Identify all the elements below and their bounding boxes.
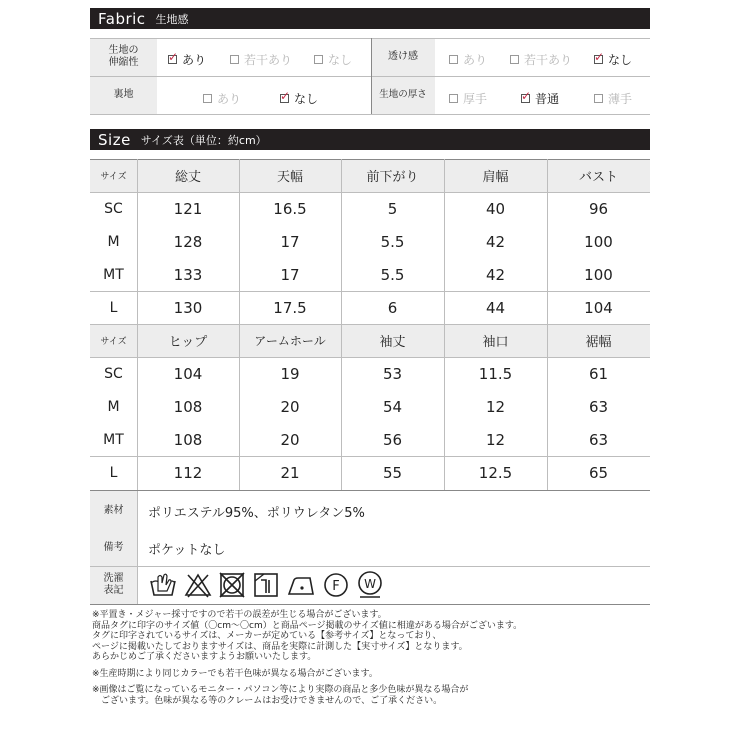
value-cell: 56 <box>382 430 403 449</box>
size-cell: MT <box>103 266 124 283</box>
value-cell: 130 <box>173 298 203 317</box>
remarks-value: ポケットなし <box>148 543 226 558</box>
value-cell: 20 <box>280 397 300 416</box>
value-cell: 104 <box>173 364 203 383</box>
value-cell: 19 <box>280 364 300 383</box>
value-cell: 65 <box>588 464 609 482</box>
column-header-shoulder: 肩幅 <box>482 170 509 185</box>
divider <box>90 38 650 39</box>
value-cell: 108 <box>173 430 203 449</box>
note-line: ※生産時期により同じカラーでも若干色味が異なる場合がございます。 <box>92 668 378 679</box>
label-stretch: 生地の 伸縮性 <box>108 45 139 68</box>
note-line: ございます。色味が異なる等のクレームはお受けできませんので、ご了承ください。 <box>92 695 443 706</box>
column-header-hip: ヒップ <box>168 335 208 350</box>
material-value: ポリエステル95%、ポリウレタン5% <box>148 506 365 521</box>
value-cell: 100 <box>584 232 613 251</box>
value-cell: 53 <box>382 364 403 383</box>
option-sheer-none: ✓ なし <box>594 51 632 68</box>
column-header-front-drop: 前下がり <box>366 170 419 185</box>
option-lining-no: ✓ なし <box>280 90 318 107</box>
value-cell: 17 <box>280 232 300 251</box>
line-dry-shade-icon <box>252 571 280 599</box>
option-lining-yes: あり <box>203 90 241 107</box>
note-line: 商品タグに印字のサイズ値（〇cm〜〇cm）と商品ページ掲載のサイズ値に相違がある場合がございます。 <box>92 620 523 631</box>
hand-wash-icon <box>148 571 178 599</box>
svg-text:W: W <box>364 577 376 591</box>
value-cell: 17 <box>280 265 300 284</box>
note-line: タグに印字されているサイズは、メーカーが定めている【参考サイズ】となっており、 <box>92 631 442 641</box>
divider <box>137 491 138 604</box>
column-header-total-length: 総丈 <box>174 170 201 185</box>
checkbox-empty-icon <box>510 55 519 64</box>
size-cell: MT <box>103 431 124 448</box>
option-stretch-yes: ✓ あり <box>168 51 206 68</box>
checkbox-empty-icon <box>449 94 458 103</box>
value-cell: 44 <box>485 298 506 317</box>
option-stretch-none: なし <box>314 51 352 68</box>
label-sheer: 透け感 <box>388 51 418 62</box>
size-cell: L <box>109 299 118 316</box>
size-cell: M <box>107 233 120 250</box>
size-cell: M <box>107 398 120 415</box>
option-sheer-slight: 若干あり <box>510 51 572 68</box>
value-cell: 40 <box>485 199 506 218</box>
checkbox-checked-icon <box>521 94 530 103</box>
value-cell: 5.5 <box>380 265 405 284</box>
value-cell: 55 <box>382 464 403 482</box>
checkbox-empty-icon <box>594 94 603 103</box>
material-label: 素材 <box>103 505 124 516</box>
value-cell: 12 <box>485 430 506 449</box>
size-column-header: サイズ <box>100 172 127 182</box>
divider <box>90 604 650 605</box>
fabric-title-en: Fabric <box>98 9 146 28</box>
value-cell: 42 <box>485 265 506 284</box>
value-cell: 20 <box>280 430 300 449</box>
divider <box>90 490 650 491</box>
divider <box>90 114 650 115</box>
value-cell: 11.5 <box>478 364 513 383</box>
value-cell: 121 <box>173 199 203 218</box>
size-title-jp: サイズ表（単位：約cm） <box>140 133 267 147</box>
checkbox-checked-icon <box>594 55 603 64</box>
value-cell: 96 <box>588 199 609 218</box>
column-header-hem-width: 裾幅 <box>585 335 612 350</box>
checkbox-checked-icon <box>280 94 289 103</box>
option-sheer-yes: あり <box>449 51 487 68</box>
no-bleach-icon <box>184 571 212 599</box>
size-cell: SC <box>104 200 123 217</box>
column-header-armhole: アームホール <box>254 334 326 348</box>
option-stretch-slight: 若干あり <box>230 51 292 68</box>
column-header-sleeve-length: 袖丈 <box>379 335 406 350</box>
value-cell: 17.5 <box>273 298 307 317</box>
value-cell: 112 <box>173 464 203 482</box>
iron-low-icon <box>286 571 316 599</box>
note-line: ページに掲載いたしておりますサイズは、商品を実際に計測した【実寸サイズ】となります。 <box>92 641 468 652</box>
dry-clean-f-icon <box>322 571 350 599</box>
size-cell: L <box>109 465 118 481</box>
value-cell: 12 <box>485 397 506 416</box>
checkbox-empty-icon <box>230 55 239 64</box>
divider <box>90 566 650 567</box>
value-cell: 21 <box>280 464 300 482</box>
checkbox-empty-icon <box>449 55 458 64</box>
note-line: あらかじめご了承くださいますようお願いいたします。 <box>92 652 317 662</box>
label-lining: 裏地 <box>113 89 134 100</box>
size-section-header <box>90 129 650 150</box>
value-cell: 5 <box>387 199 398 218</box>
column-header-neck-width: 天幅 <box>276 170 303 185</box>
no-tumble-dry-icon <box>218 571 246 599</box>
remarks-label: 備考 <box>103 542 124 553</box>
svg-text:F: F <box>332 579 340 594</box>
label-thickness: 生地の厚さ <box>379 89 427 100</box>
value-cell: 108 <box>173 397 203 416</box>
value-cell: 128 <box>173 232 203 251</box>
value-cell: 6 <box>387 298 398 317</box>
note-line: ※画像はご覧になっているモニター・パソコン等により実際の商品と多少色味が異なる場合が <box>92 685 469 695</box>
checkbox-empty-icon <box>203 94 212 103</box>
value-cell: 133 <box>173 265 203 284</box>
care-label: 洗濯 表記 <box>103 573 124 596</box>
option-thickness-thin: 薄手 <box>594 90 632 107</box>
value-cell: 42 <box>485 232 506 251</box>
divider <box>90 76 650 77</box>
checkbox-empty-icon <box>314 55 323 64</box>
wet-clean-w-icon <box>356 570 384 600</box>
column-header-bust: バスト <box>578 170 618 185</box>
value-cell: 16.5 <box>273 199 307 218</box>
fabric-section-header <box>90 8 650 29</box>
value-cell: 104 <box>584 298 613 317</box>
value-cell: 61 <box>588 364 609 383</box>
notes <box>92 610 652 706</box>
value-cell: 5.5 <box>380 232 405 251</box>
value-cell: 100 <box>584 265 613 284</box>
column-header-cuff: 袖口 <box>482 335 509 350</box>
option-thickness-normal: ✓ 普通 <box>521 90 559 107</box>
value-cell: 63 <box>588 430 609 449</box>
size-column-header: サイズ <box>100 337 127 347</box>
checkbox-checked-icon <box>168 55 177 64</box>
size-cell: SC <box>104 365 123 382</box>
divider <box>371 38 372 114</box>
value-cell: 12.5 <box>478 464 513 482</box>
note-line: ※平置き・メジャー採寸ですので若干の誤差が生じる場合がございます。 <box>92 610 387 620</box>
value-cell: 54 <box>382 397 403 416</box>
size-title-en: Size <box>98 130 131 149</box>
option-thickness-thick: 厚手 <box>449 90 487 107</box>
fabric-title-jp: 生地感 <box>155 12 189 26</box>
value-cell: 63 <box>588 397 609 416</box>
care-icons <box>148 570 384 600</box>
